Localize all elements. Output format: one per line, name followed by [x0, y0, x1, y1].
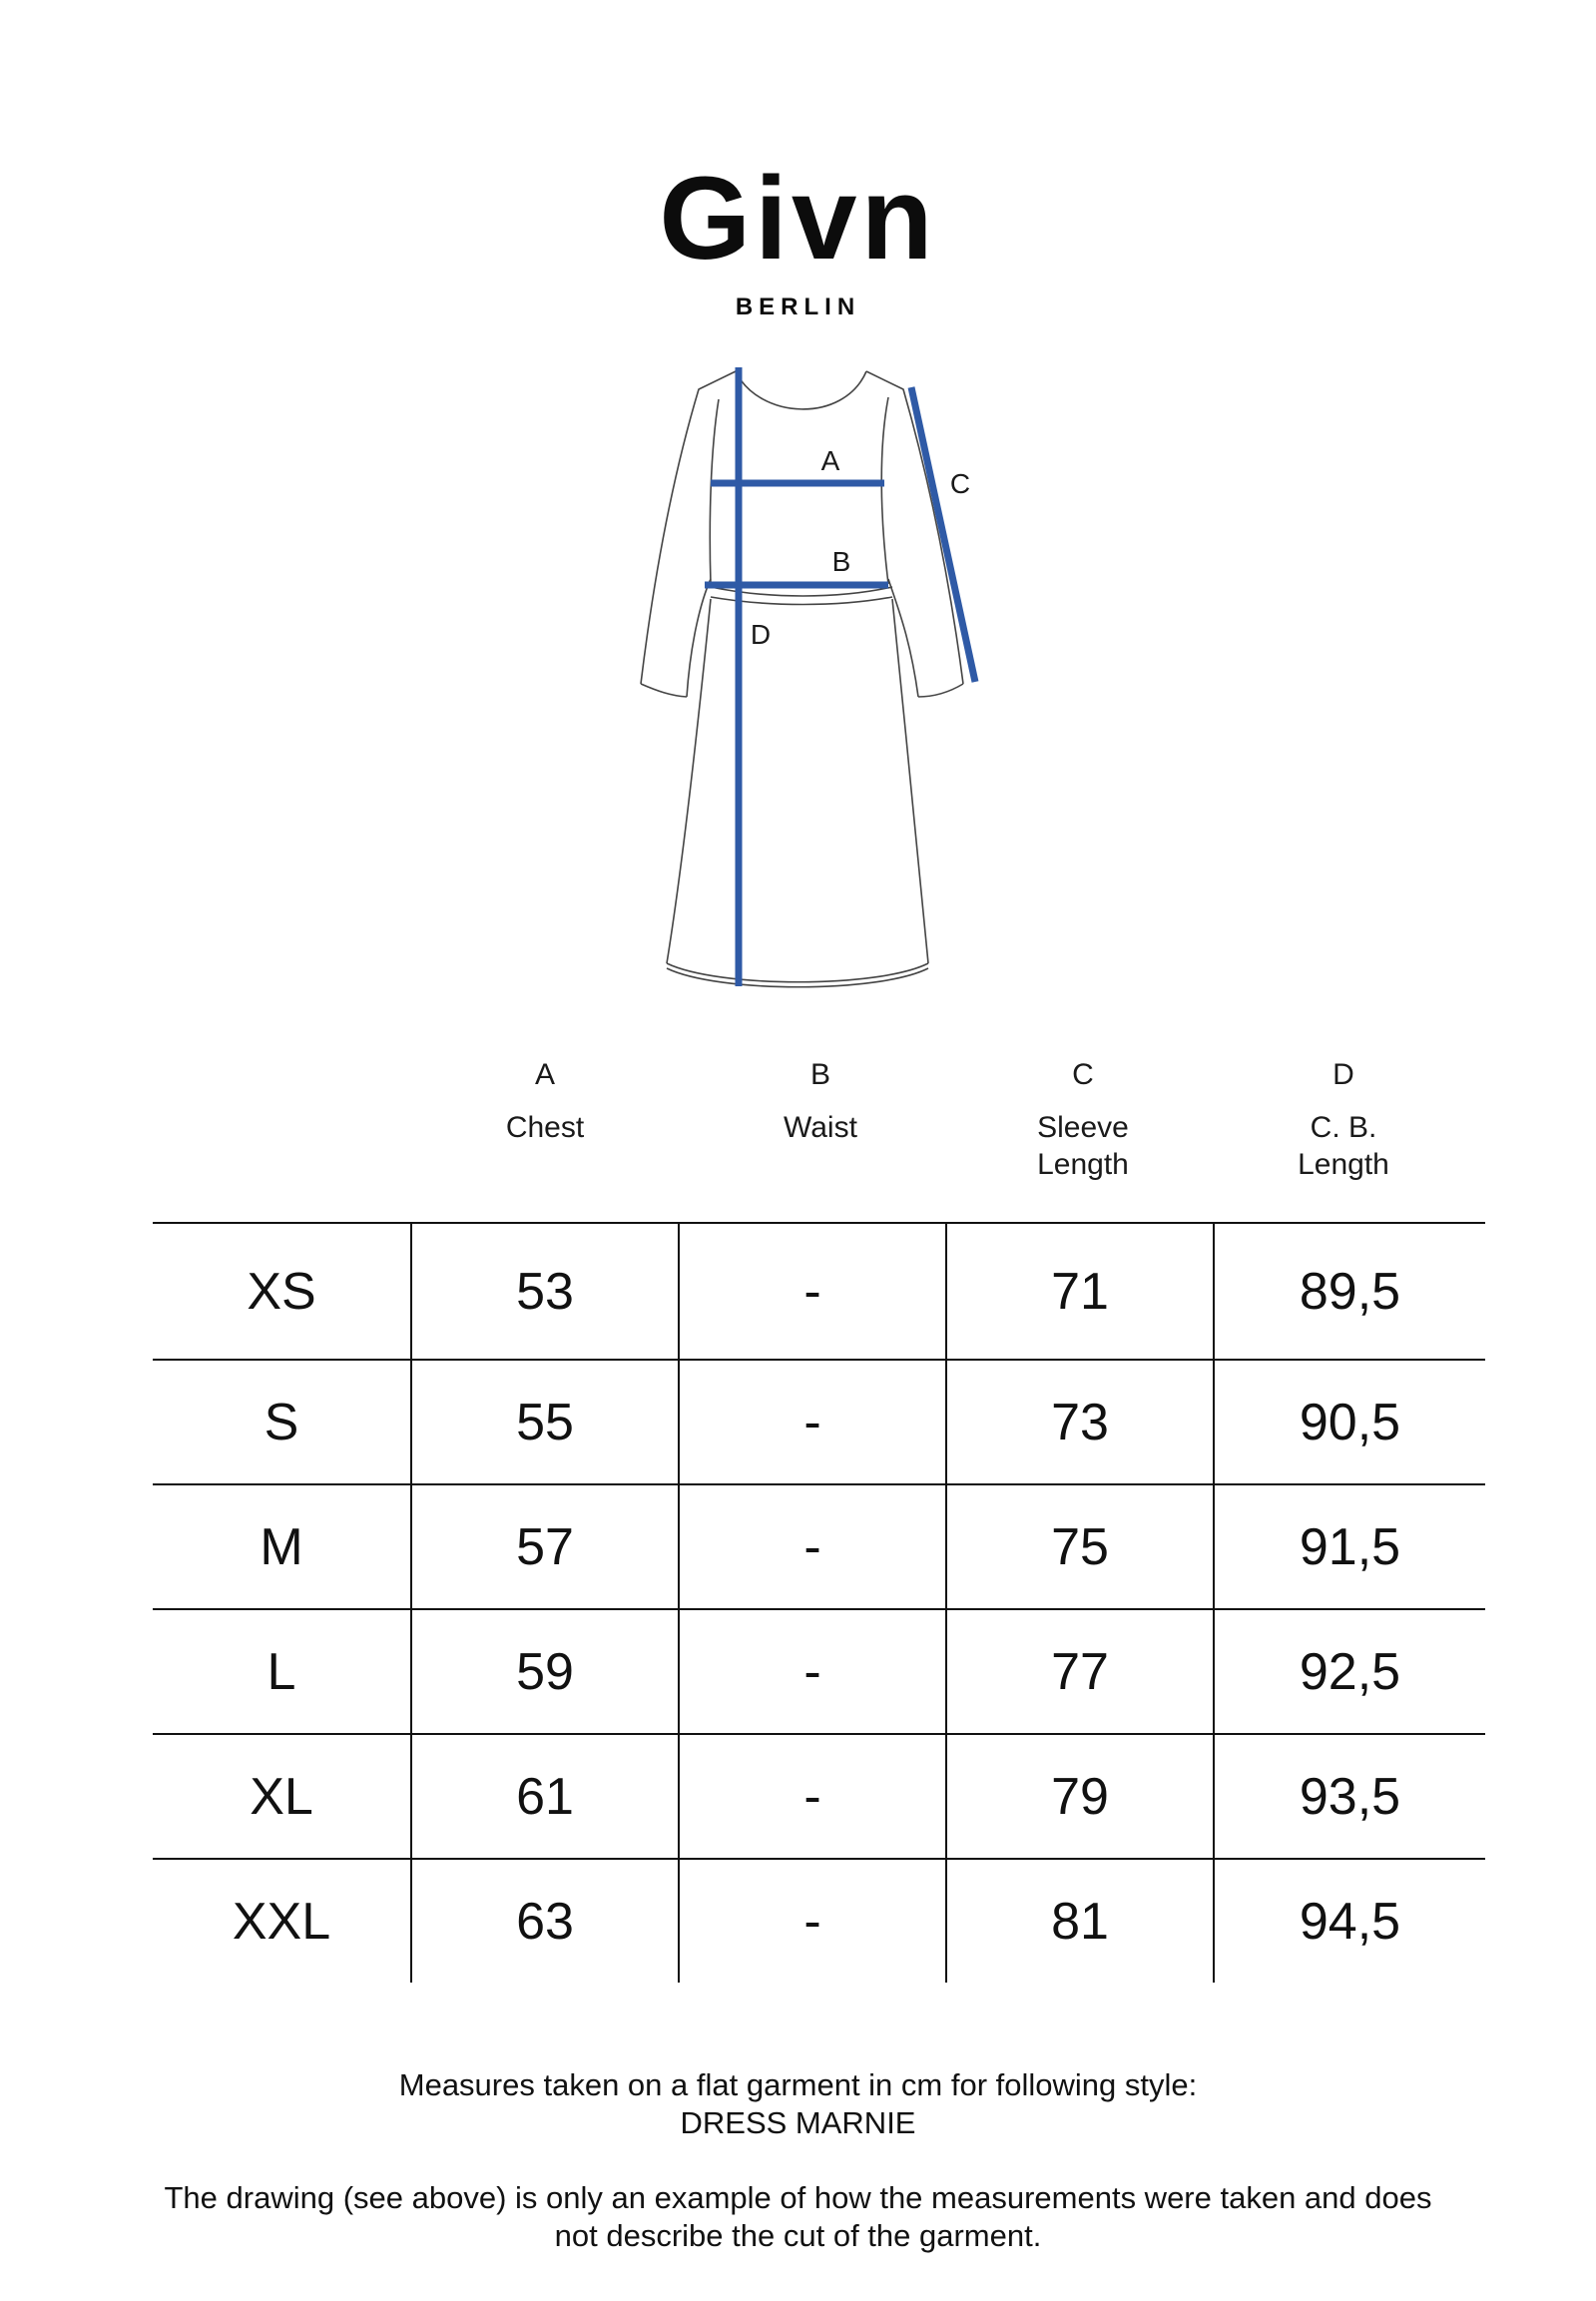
column-label: C. B. Length: [1298, 1111, 1389, 1181]
size-label: M: [153, 1484, 411, 1609]
diagram-label-c: C: [949, 468, 971, 499]
column-letter: A: [534, 1058, 555, 1091]
table-row: [153, 1484, 1485, 1609]
brand-logo: Givn: [659, 153, 937, 285]
column-header-cb-length: [1214, 1056, 1473, 1183]
table-row: [153, 1360, 1485, 1484]
sleeve-length-value: 73: [946, 1360, 1214, 1484]
table-row: [153, 1223, 1485, 1360]
chest-value: 59: [411, 1609, 679, 1734]
column-label: Sleeve Length: [1037, 1111, 1129, 1181]
size-label: XL: [153, 1734, 411, 1859]
diagram-label-b: B: [831, 546, 851, 577]
cb-length-value: 92,5: [1214, 1609, 1485, 1734]
table-row: [153, 1609, 1485, 1734]
style-name: DRESS MARNIE: [680, 2105, 916, 2140]
disclaimer-line: The drawing (see above) is only an example of how the measurements were taken and does: [164, 2180, 1432, 2215]
disclaimer-line: not describe the cut of the garment.: [554, 2218, 1042, 2253]
table-row: [153, 1734, 1485, 1859]
size-label: L: [153, 1609, 411, 1734]
waist-value: -: [679, 1734, 946, 1859]
sleeve-length-value: 79: [946, 1734, 1214, 1859]
disclaimer-note: [0, 2179, 1596, 2255]
diagram-label-d: D: [750, 619, 772, 650]
cb-length-value: 94,5: [1214, 1859, 1485, 1983]
waist-value: -: [679, 1609, 946, 1734]
column-letter: D: [1332, 1058, 1354, 1091]
sleeve-length-value: 71: [946, 1223, 1214, 1360]
measurement-note-line: Measures taken on a flat garment in cm for following style:: [398, 2067, 1198, 2102]
cb-length-value: 91,5: [1214, 1484, 1485, 1609]
size-label: XS: [153, 1223, 411, 1360]
sleeve-length-value: 81: [946, 1859, 1214, 1983]
dress-outline: [641, 371, 963, 987]
table-row: [153, 1859, 1485, 1983]
chest-value: 63: [411, 1859, 679, 1983]
column-label: Chest: [505, 1111, 585, 1144]
waist-value: -: [679, 1360, 946, 1484]
waist-value: -: [679, 1223, 946, 1360]
size-chart-table: [153, 1222, 1485, 1983]
cb-length-value: 93,5: [1214, 1734, 1485, 1859]
garment-measurement-drawing: [619, 349, 1018, 1008]
size-label: XXL: [153, 1859, 411, 1983]
column-letter: B: [809, 1058, 830, 1091]
chest-value: 55: [411, 1360, 679, 1484]
cb-length-value: 89,5: [1214, 1223, 1485, 1360]
chest-value: 53: [411, 1223, 679, 1360]
column-letter: C: [1072, 1058, 1094, 1091]
chest-value: 57: [411, 1484, 679, 1609]
waist-value: -: [679, 1484, 946, 1609]
column-header-waist: [691, 1056, 950, 1146]
brand-city: BERLIN: [735, 293, 861, 320]
measurement-note: [0, 2066, 1596, 2142]
column-header-sleeve-length: [953, 1056, 1213, 1183]
cb-length-value: 90,5: [1214, 1360, 1485, 1484]
column-header-chest: [415, 1056, 675, 1146]
waist-value: -: [679, 1859, 946, 1983]
column-label: Waist: [784, 1111, 857, 1144]
chest-value: 61: [411, 1734, 679, 1859]
diagram-label-a: A: [820, 445, 840, 476]
size-label: S: [153, 1360, 411, 1484]
measurement-lines: [705, 367, 975, 986]
sleeve-length-value: 77: [946, 1609, 1214, 1734]
sleeve-length-value: 75: [946, 1484, 1214, 1609]
